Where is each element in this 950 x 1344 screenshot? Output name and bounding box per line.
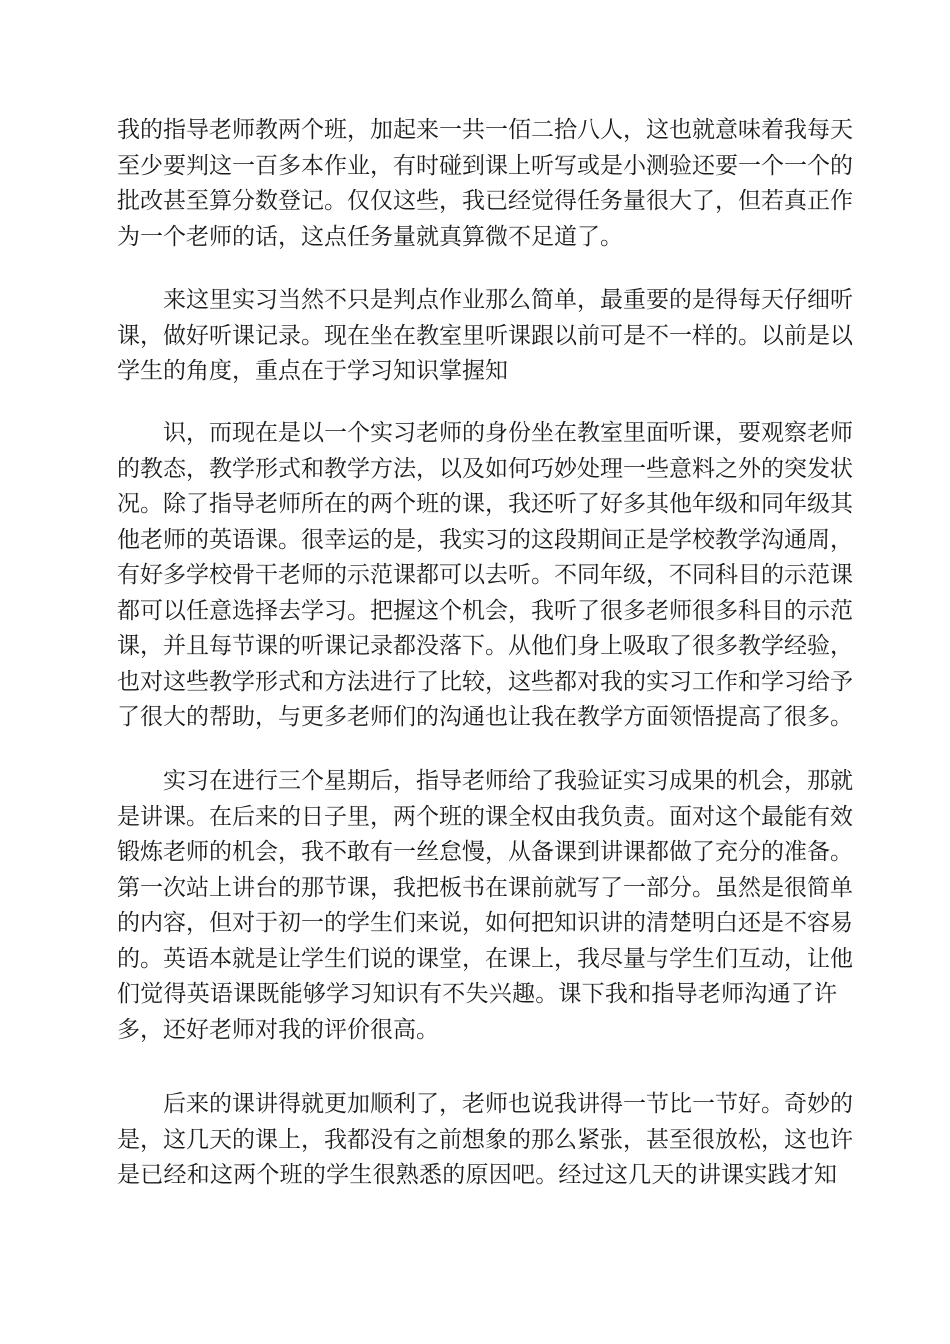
text-line: 为一个老师的话，这点任务量就真算微不足道了。 [117,223,623,250]
text-line: 的内容，但对于初一的学生们来说，如何把知识讲的清楚明白还是不容易 [117,910,853,936]
text-line: 都可以任意选择去学习。把握这个机会，我听了很多老师很多科目的示范 [117,597,853,624]
text-line-content: 来这里实习当然不只是判点作业那么简单，最重要的是得每天仔细听 [163,287,853,313]
text-line: 我的指导老师教两个班，加起来一共一佰二拾八人，这也就意味着我每天 [117,117,853,143]
text-line: 多，还好老师对我的评价很高。 [117,1016,439,1043]
paragraph-4 [117,764,853,1048]
text-line: 的教态，教学形式和教学方法，以及如何巧妙处理一些意料之外的突发状 [117,455,853,482]
text-line: 批改甚至算分数登记。仅仅这些，我已经觉得任务量很大了，但若真正作 [117,188,853,214]
text-line: 是已经和这两个班的学生很熟悉的原因吧。经过这几天的讲课实践才知 [117,1162,837,1188]
text-line [117,1087,853,1123]
paragraph-2 [117,283,853,390]
text-line-content: 实习在进行三个星期后，指导老师给了我验证实习成果的机会，那就 [163,768,853,794]
text-line: 了很大的帮助，与更多老师们的沟通也让我在教学方面领悟提高了很多。 [117,704,853,730]
text-line-content: 识，而现在是以一个实习老师的身份坐在教室里面听课，要观察老师 [163,420,853,446]
text-line: 学生的角度，重点在于学习知识掌握知 [117,358,508,384]
text-line: 课，并且每节课的听课记录都没落下。从他们身上吸取了很多教学经验， [117,633,853,659]
text-line: 也对这些教学形式和方法进行了比较，这些都对我的实习工作和学习给予 [117,668,853,695]
paragraph-3 [117,416,853,736]
text-line: 是讲课。在后来的日子里，两个班的课全权由我负责。面对这个最能有效 [117,803,853,830]
text-line: 们觉得英语课既能够学习知识有不失兴趣。课下我和指导老师沟通了许 [117,981,837,1007]
text-line [117,283,853,319]
text-line: 的。英语本就是让学生们说的课堂，在课上，我尽量与学生们互动，让他 [117,945,853,972]
text-line: 况。除了指导老师所在的两个班的课，我还听了好多其他年级和同年级其 [117,491,853,517]
text-line [117,416,853,452]
text-line: 课，做好听课记录。现在坐在教室里听课跟以前可是不一样的。以前是以 [117,322,853,349]
text-line: 是，这几天的课上，我都没有之前想象的那么紧张，甚至很放松，这也许 [117,1126,853,1153]
text-line: 至少要判这一百多本作业，有时碰到课上听写或是小测验还要一个一个的 [117,152,853,179]
text-line [117,764,853,800]
text-line: 有好多学校骨干老师的示范课都可以去听。不同年级，不同科目的示范课 [117,562,853,588]
text-line: 他老师的英语课。很幸运的是，我实习的这段期间正是学校教学沟通周， [117,526,853,553]
paragraph-1 [117,113,853,255]
text-line: 锻炼老师的机会，我不敢有一丝怠慢，从备课到讲课都做了充分的准备。 [117,839,853,865]
text-line-content: 后来的课讲得就更加顺利了，老师也说我讲得一节比一节好。奇妙的 [163,1091,853,1117]
text-line: 第一次站上讲台的那节课，我把板书在课前就写了一部分。虽然是很简单 [117,874,853,901]
paragraph-5 [117,1087,853,1194]
